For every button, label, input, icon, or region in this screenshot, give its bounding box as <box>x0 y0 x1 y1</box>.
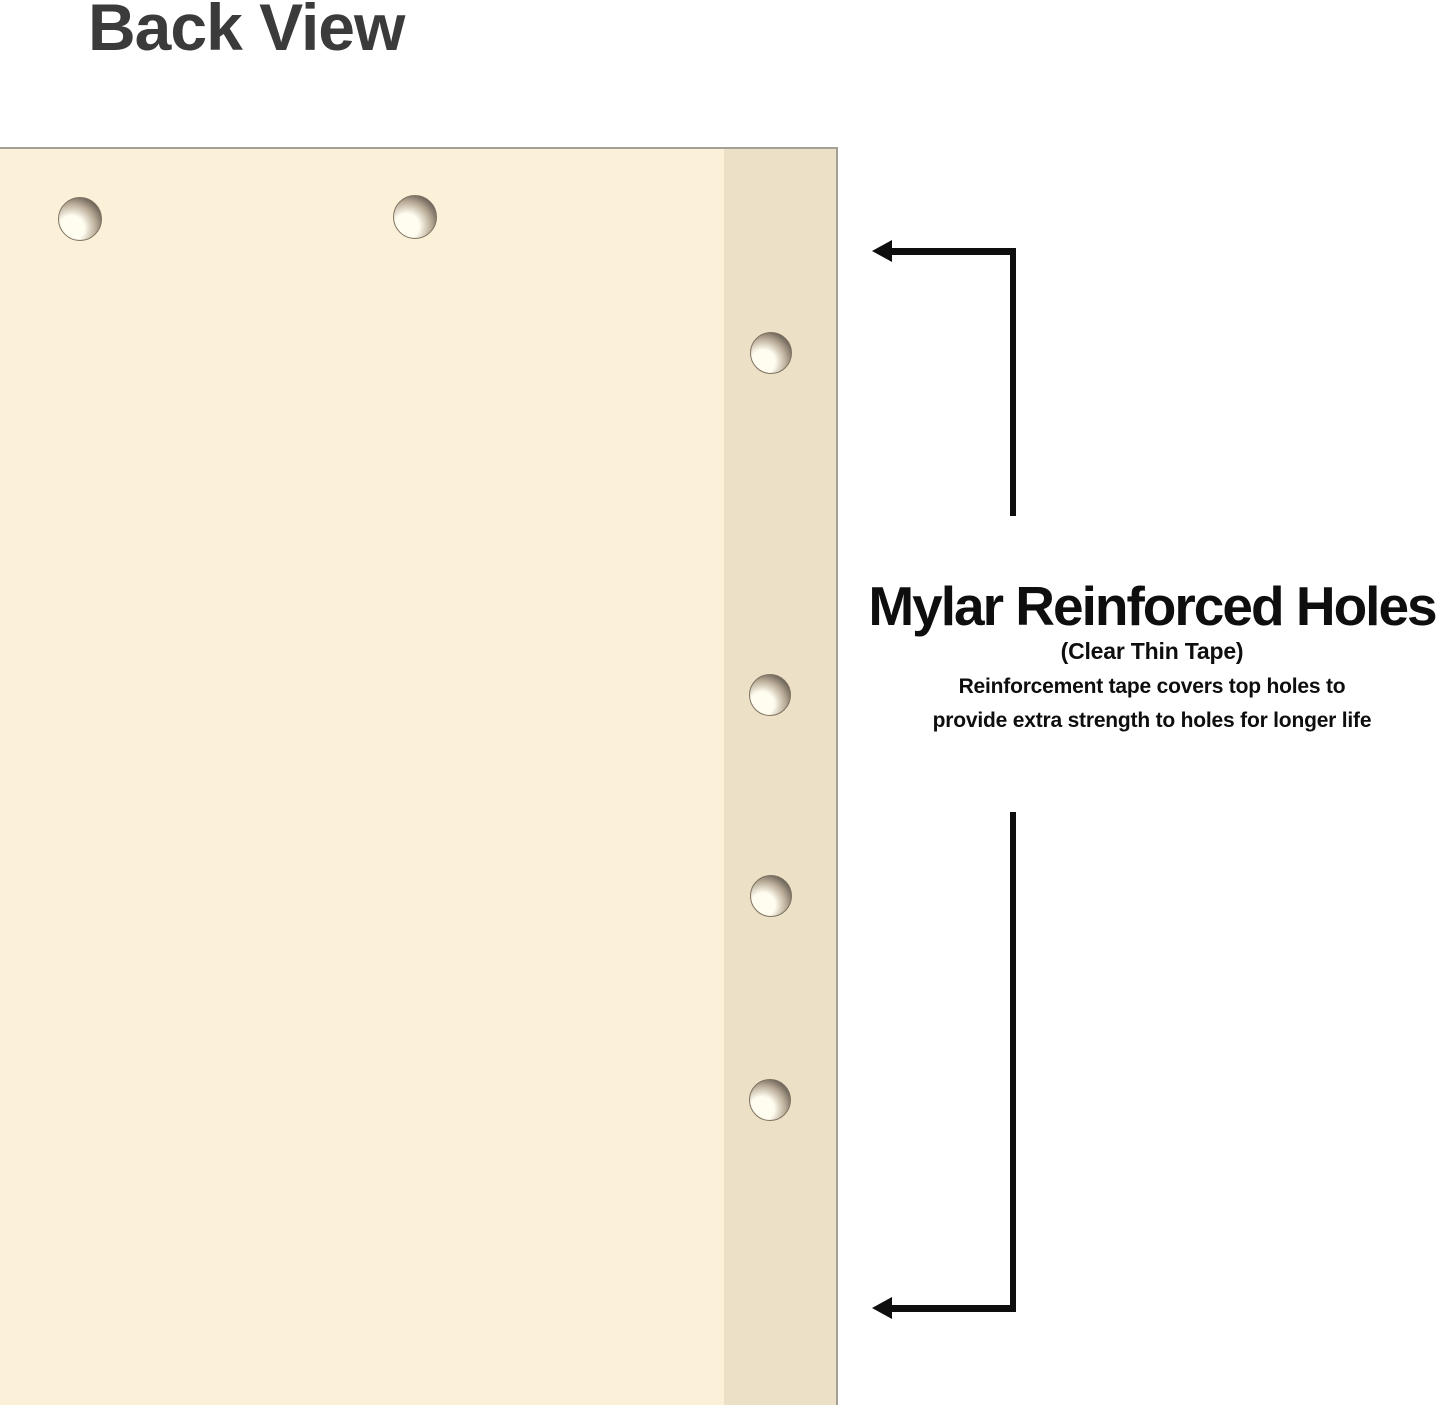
left-arrowhead-icon <box>872 1297 892 1319</box>
top-arrow-horizontal-line <box>891 248 1016 255</box>
annotation-heading: Mylar Reinforced Holes <box>868 575 1436 637</box>
annotation-block <box>852 576 1445 738</box>
reinforced-edge-strip <box>724 149 836 1405</box>
paper-sheet <box>0 147 838 1405</box>
page-title: Back View <box>88 0 405 64</box>
annotation-description-line: Reinforcement tape covers top holes to <box>958 675 1346 698</box>
annotation-subheading: (Clear Thin Tape) <box>1060 638 1244 664</box>
bottom-arrow-horizontal-line <box>891 1305 1016 1312</box>
annotation-description <box>852 670 1445 738</box>
top-arrow-vertical-line <box>1010 248 1016 516</box>
bottom-arrow-vertical-line <box>1010 812 1016 1312</box>
left-arrowhead-icon <box>872 240 892 262</box>
annotation-description-line: provide extra strength to holes for longer life <box>932 709 1372 732</box>
